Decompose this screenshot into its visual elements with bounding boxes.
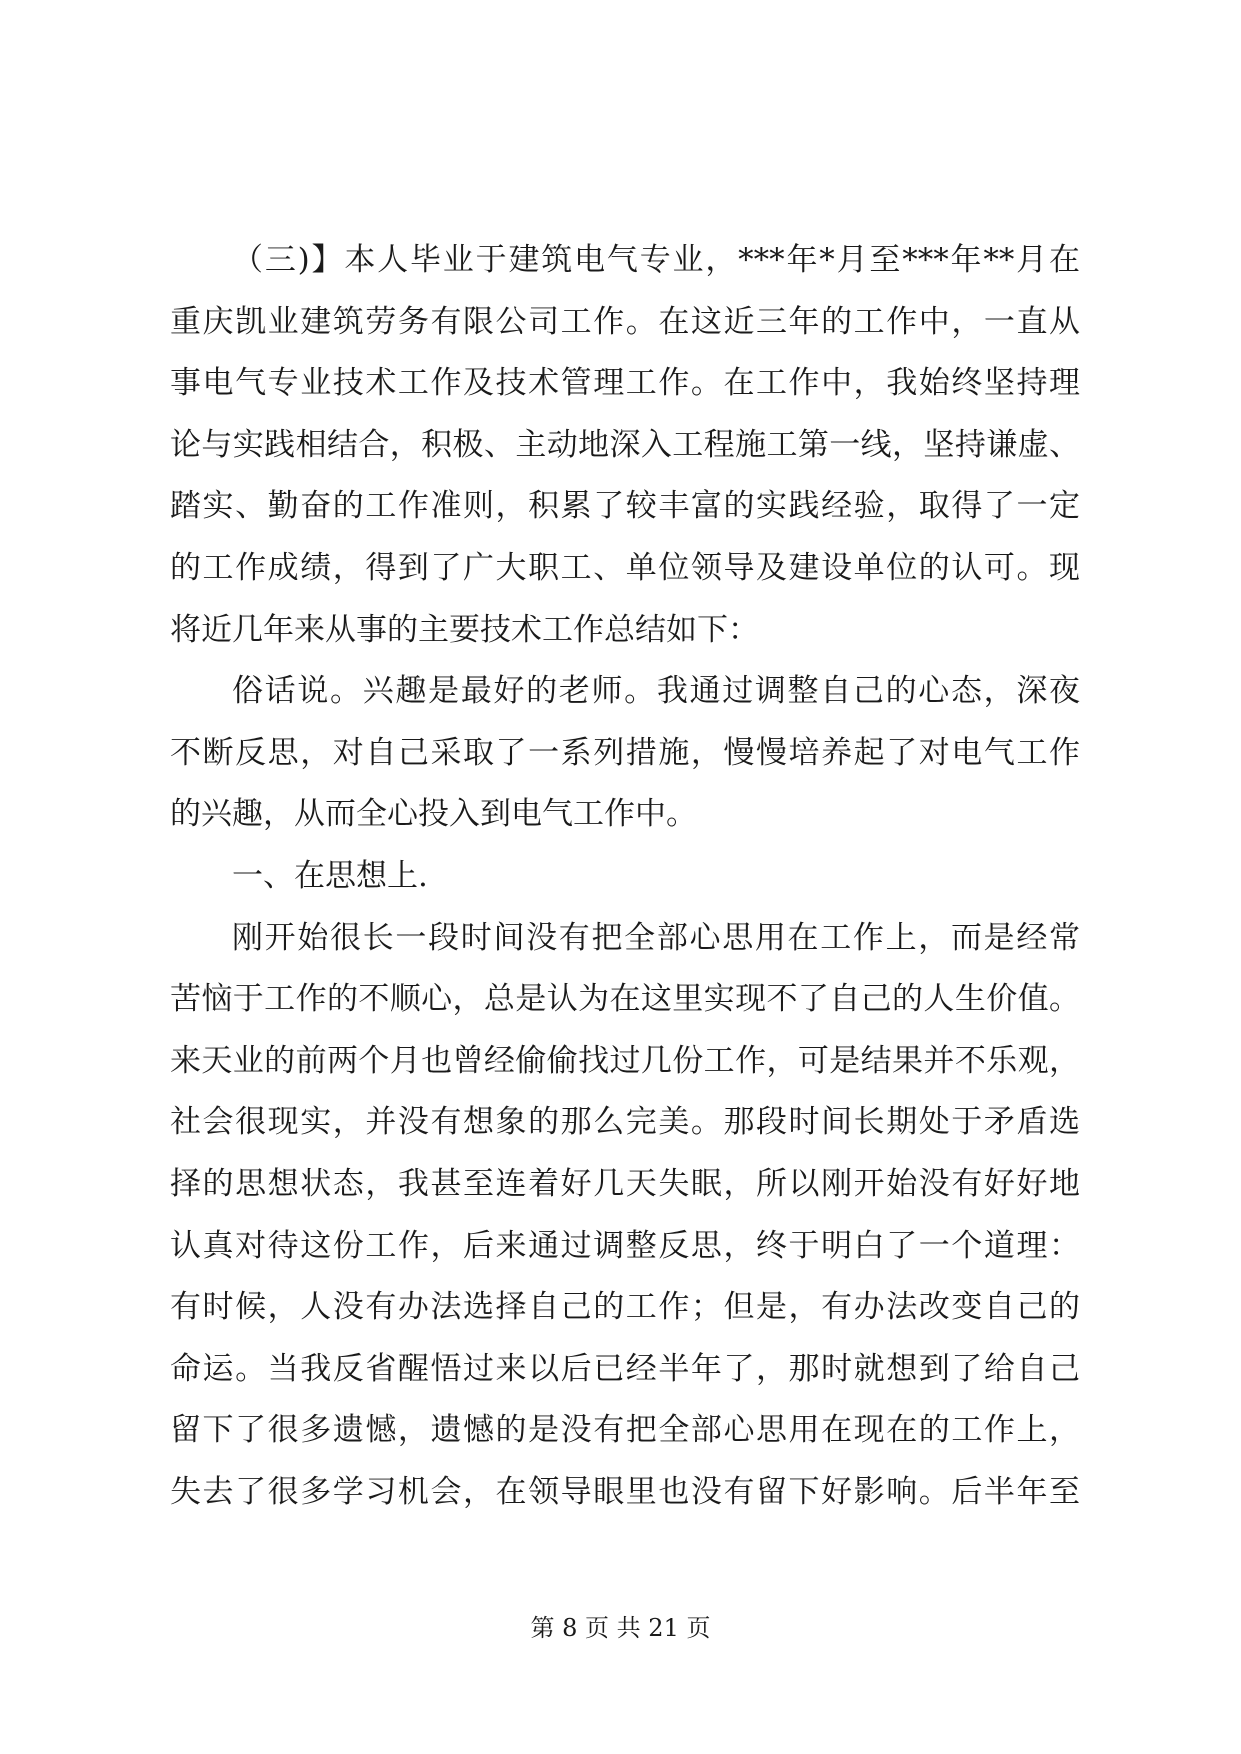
text-line: 重庆凯业建筑劳务有限公司工作。在这近三年的工作中，一直从 (170, 303, 1080, 340)
text-line: 的兴趣，从而全心投入到电气工作中。 (170, 796, 697, 833)
text-line: 命运。当我反省醒悟过来以后已经半年了，那时就想到了给自己 (170, 1350, 1080, 1387)
text-line: 的工作成绩，得到了广大职工、单位领导及建设单位的认可。现 (170, 549, 1080, 586)
text-line: 来天业的前两个月也曾经偷偷找过几份工作，可是结果并不乐观， (170, 1042, 1080, 1079)
text-line: 留下了很多遗憾，遗憾的是没有把全部心思用在现在的工作上， (170, 1412, 1080, 1449)
text-line: 一、在思想上. (232, 857, 428, 894)
text-line: 刚开始很长一段时间没有把全部心思用在工作上，而是经常 (232, 919, 1080, 956)
text-line: 社会很现实，并没有想象的那么完美。那段时间长期处于矛盾选 (170, 1104, 1080, 1141)
text-line: 事电气专业技术工作及技术管理工作。在工作中，我始终坚持理 (170, 365, 1080, 402)
text-line: 择的思想状态，我甚至连着好几天失眠，所以刚开始没有好好地 (170, 1165, 1080, 1202)
text-line: 俗话说。兴趣是最好的老师。我通过调整自己的心态，深夜 (232, 673, 1080, 710)
text-line: 有时候，人没有办法选择自己的工作；但是，有办法改变自己的 (170, 1289, 1080, 1326)
page-footer: 第 8 页 共 21 页 (530, 1614, 711, 1642)
text-line: 苦恼于工作的不顺心，总是认为在这里实现不了自己的人生价值。 (170, 981, 1080, 1018)
text-line: 失去了很多学习机会，在领导眼里也没有留下好影响。后半年至 (170, 1473, 1080, 1510)
text-line: 将近几年来从事的主要技术工作总结如下： (170, 611, 759, 648)
text-line: 认真对待这份工作，后来通过调整反思，终于明白了一个道理： (170, 1227, 1080, 1264)
text-line: 踏实、勤奋的工作准则，积累了较丰富的实践经验，取得了一定 (170, 488, 1080, 525)
text-line: 论与实践相结合，积极、主动地深入工程施工第一线，坚持谦虚、 (170, 426, 1080, 463)
body-text (170, 230, 1080, 1523)
text-line: 不断反思，对自己采取了一系列措施，慢慢培养起了对电气工作 (170, 734, 1080, 771)
text-line: （三)】本人毕业于建筑电气专业，***年*月至***年**月在 (232, 242, 1080, 278)
